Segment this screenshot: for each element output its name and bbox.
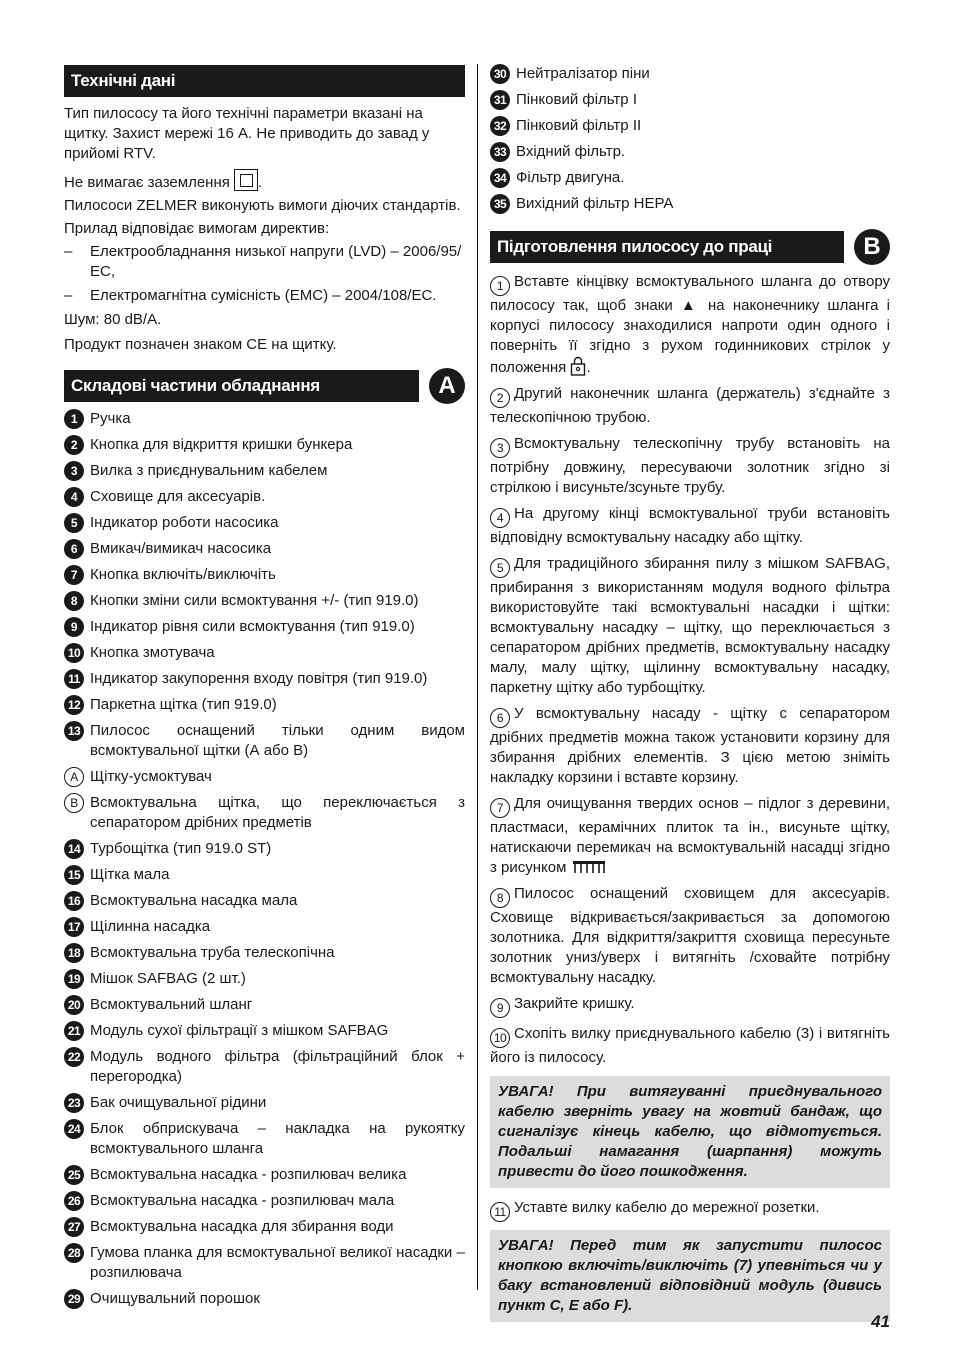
part-label: Щітка мала	[90, 866, 170, 883]
part-number: 18	[64, 943, 84, 963]
left-column	[64, 64, 465, 1315]
prep-step: 1 Вставте кінцівку всмоктувального шланга до отвору пилососу так, щоб знаки ▲ на наконечнику шланга і корпусі пилососу знаходилися напроти один одного і поверніть її згідно з рухом годинникових стрілок у положення .	[490, 273, 890, 376]
part-label: Індикатор рівня сили всмоктування (тип 919.0)	[90, 618, 415, 635]
parts-section-header	[64, 369, 465, 403]
dash-mark: –	[64, 287, 73, 304]
step-text: Пилосос оснащений сховищем для аксесуарів. Сховище відкривається/закривається за допомогою золотника. Для відкриття/закриття сховища пересуньте золотник униз/уверх і витягніть /сховайте потрібну всмоктувальну насадку.	[490, 885, 890, 986]
part-label: Гумова планка для всмоктувальної великої насадки – розпилювача	[90, 1244, 465, 1281]
part-label: Кнопки зміни сили всмоктування +/- (тип 919.0)	[90, 592, 419, 609]
part-number: 13	[64, 721, 84, 741]
part-item	[64, 539, 465, 559]
right-column	[490, 64, 890, 1332]
prep-step	[490, 504, 890, 548]
section-badge-b: B	[854, 229, 890, 265]
part-number: 35	[490, 194, 510, 214]
part-number: 8	[64, 591, 84, 611]
step-number: 11	[490, 1202, 510, 1222]
part-number: 12	[64, 695, 84, 715]
tech-text-1: Тип пилососу та його технічні параметри вказані на щитку. Захист мережі 16 А. Не приводить до завад у прийомі RTV.	[64, 105, 430, 162]
part-number: 5	[64, 513, 84, 533]
tech-section-header	[64, 64, 465, 98]
step-number: 2	[490, 388, 510, 408]
part-item	[64, 891, 465, 911]
part-item	[64, 943, 465, 963]
part-item	[64, 995, 465, 1015]
part-item	[64, 461, 465, 481]
step-text: Схопіть вилку приєднувального кабелю (3) і витягніть його із пилососу.	[490, 1025, 890, 1066]
part-number: 28	[64, 1243, 84, 1263]
tech-title: Технічні дані	[64, 65, 465, 97]
part-item	[490, 116, 890, 136]
prep-step	[490, 434, 890, 498]
part-label: Всмоктувальний шланг	[90, 996, 253, 1013]
part-label: Щітку-усмоктувач	[90, 768, 212, 785]
part-label: Нейтралізатор піни	[516, 65, 650, 82]
part-label: Блок обприскувача – накладка на рукоятку всмоктувального шланга	[90, 1120, 465, 1157]
prep-title: Підготовлення пилососу до праці	[490, 231, 844, 263]
part-label: Пінковий фільтр II	[516, 117, 642, 134]
grounding-line: Не вимагає заземлення .	[64, 169, 465, 193]
part-label: Мішок SAFBAG (2 шт.)	[90, 970, 246, 987]
part-item	[490, 64, 890, 84]
warning-module: УВАГА! Перед тим як запустити пилосос кнопкою включіть/виключіть (7) упевніться чи у баку встановлений відповідний модуль (дивись пункт C, E або F).	[490, 1230, 890, 1322]
part-label: Всмоктувальна насадка - розпилювач мала	[90, 1192, 395, 1209]
part-item	[64, 1289, 465, 1309]
step-text: На другому кінці всмоктувальної труби встановіть відповідну всмоктувальну насадку або щітку.	[490, 505, 890, 546]
part-label: Щілинна насадка	[90, 918, 211, 935]
step-number: 6	[490, 708, 510, 728]
part-label: Всмоктувальна насадка для збирання води	[90, 1218, 394, 1235]
prep-step-11	[490, 1198, 890, 1222]
part-number: 19	[64, 969, 84, 989]
part-number: 33	[490, 142, 510, 162]
part-number: 15	[64, 865, 84, 885]
part-item	[64, 1119, 465, 1159]
part-label: Фільтр двигуна.	[516, 169, 625, 186]
parts-list-continued	[490, 64, 890, 214]
column-divider	[477, 64, 478, 1290]
part-item	[490, 168, 890, 188]
part-number: 34	[490, 168, 510, 188]
part-number: 9	[64, 617, 84, 637]
part-label: Турбощітка (тип 919.0 ST)	[90, 840, 272, 857]
part-number: 17	[64, 917, 84, 937]
part-number: 30	[490, 64, 510, 84]
part-item	[64, 969, 465, 989]
part-item	[64, 1165, 465, 1185]
directive-emc	[64, 286, 465, 306]
part-number: 14	[64, 839, 84, 859]
prep-step	[490, 384, 890, 428]
part-number: A	[64, 767, 84, 787]
part-number: 31	[490, 90, 510, 110]
part-number: 3	[64, 461, 84, 481]
dash-mark: –	[64, 243, 73, 260]
part-item	[64, 1243, 465, 1283]
prep-step	[490, 884, 890, 988]
part-item	[64, 1021, 465, 1041]
part-label: Індикатор закупорення входу повітря (тип 919.0)	[90, 670, 428, 687]
step-number: 5	[490, 558, 510, 578]
part-item	[64, 435, 465, 455]
part-number: 6	[64, 539, 84, 559]
part-number: 20	[64, 995, 84, 1015]
part-item	[490, 90, 890, 110]
part-number: 25	[64, 1165, 84, 1185]
part-label: Ручка	[90, 410, 131, 427]
prep-step	[490, 1024, 890, 1068]
parts-list	[64, 409, 465, 1309]
part-number: 11	[64, 669, 84, 689]
part-label: Пінковий фільтр I	[516, 91, 637, 108]
part-item	[64, 695, 465, 715]
part-number: 22	[64, 1047, 84, 1067]
part-number: 24	[64, 1119, 84, 1139]
lock-icon	[570, 356, 586, 376]
part-item	[64, 1191, 465, 1211]
part-number: 2	[64, 435, 84, 455]
part-item	[64, 565, 465, 585]
parts-title: Складові частини обладнання	[64, 370, 419, 402]
step-number: 1	[490, 276, 510, 296]
section-badge-a: A	[429, 368, 465, 404]
prep-step	[490, 554, 890, 698]
part-label: Індикатор роботи насосика	[90, 514, 279, 531]
step-text: Закрийте кришку.	[514, 995, 635, 1012]
part-item	[64, 839, 465, 859]
prep-steps	[490, 272, 890, 1068]
step-number: 4	[490, 508, 510, 528]
step-number: 9	[490, 998, 510, 1018]
step-text: Уставте вилку кабелю до мережної розетки.	[514, 1199, 820, 1216]
part-item	[64, 1093, 465, 1113]
part-number: B	[64, 793, 84, 813]
part-label: Всмоктувальна насадка мала	[90, 892, 298, 909]
part-label: Вхідний фільтр.	[516, 143, 626, 160]
step-text: Для очищування твердих основ – підлог з деревини, пластмаси, керамічних плиток та ін., висуньте щітку, натискаючи перемикач на всмоктувальній насадці згідно з рисунком	[490, 795, 890, 876]
prep-step	[490, 704, 890, 788]
part-item	[64, 917, 465, 937]
grounding-text: Не вимагає заземлення	[64, 174, 230, 191]
part-item	[64, 865, 465, 885]
prep-step	[490, 994, 890, 1018]
part-item	[64, 669, 465, 689]
part-label: Вихідний фільтр HEPA	[516, 195, 674, 212]
part-label: Очищувальний порошок	[90, 1290, 260, 1307]
part-item	[490, 194, 890, 214]
part-label: Паркетна щітка (тип 919.0)	[90, 696, 277, 713]
step-number: 3	[490, 438, 510, 458]
part-number: 7	[64, 565, 84, 585]
directive-lvd-text: Електрообладнання низької напруги (LVD) – 2006/95/ЕС,	[90, 243, 462, 280]
hard-floor-brush-icon	[571, 859, 607, 875]
directive-lvd	[64, 242, 465, 282]
part-label: Всмоктувальна труба телескопічна	[90, 944, 335, 961]
part-label: Вмикач/вимикач насосика	[90, 540, 272, 557]
step-text: Для традиційного збирання пилу з мішком SAFBAG, прибирання з використанням модуля водного фільтра використовуйте такі всмоктувальні насадки і щітки: всмоктувальну насадку – щітку, що переключається з сепаратором дрібних предметів, всмоктувальну насадку малу, малу щітку, щілинну всмоктувальну насадку, паркетну щітку або турбощітку.	[490, 555, 890, 696]
step-number: 7	[490, 798, 510, 818]
step-text: Всмоктувальну телескопічну трубу встановіть на потрібну довжину, пересуваючи золотник згідно зі стрілкою і висуньте/зсуньте трубу.	[490, 435, 890, 496]
step-text: Другий наконечник шланга (держатель) з'єднайте з телескопічною трубою.	[490, 385, 890, 426]
part-number: 16	[64, 891, 84, 911]
part-item	[64, 1217, 465, 1237]
prep-step	[490, 794, 890, 878]
part-label: Кнопка для відкриття кришки бункера	[90, 436, 353, 453]
page-number: 41	[871, 1312, 890, 1331]
part-item	[64, 591, 465, 611]
part-number: 29	[64, 1289, 84, 1309]
step-text: У всмоктувальну насаду - щітку с сепаратором дрібних предметів можна також установити корзину для збирання дрібних елементів. З цією метою зніміть накладку корзини і вставте корзину.	[490, 705, 890, 786]
step-number: 10	[490, 1028, 510, 1048]
prep-section-header	[490, 230, 890, 264]
part-item	[64, 409, 465, 429]
part-label: Кнопка включіть/виключіть	[90, 566, 276, 583]
part-label: Пилосос оснащений тільки одним видом всмоктувальної щітки (А або В)	[90, 722, 465, 759]
class-ii-insulation-icon	[234, 169, 258, 191]
part-item	[64, 513, 465, 533]
part-label: Кнопка змотувача	[90, 644, 215, 661]
part-number: 27	[64, 1217, 84, 1237]
part-number: 1	[64, 409, 84, 429]
tech-text-3: Пилососи ZELMER виконують вимоги діючих стандартів.	[64, 197, 461, 214]
part-label: Модуль сухої фільтрації з мішком SAFBAG	[90, 1022, 389, 1039]
part-number: 23	[64, 1093, 84, 1113]
part-item	[64, 1047, 465, 1087]
part-label: Модуль водного фільтра (фільтраційний блок + перегородка)	[90, 1048, 465, 1085]
directive-emc-text: Електромагнітна сумісність (EMC) – 2004/108/ЕС.	[90, 287, 437, 304]
part-number: 26	[64, 1191, 84, 1211]
part-label: Вилка з приєднувальним кабелем	[90, 462, 328, 479]
ce-mark-text: Продукт позначен знаком СЕ на щитку.	[64, 336, 337, 353]
part-label: Всмоктувальна насадка - розпилювач велика	[90, 1166, 407, 1183]
part-number: 21	[64, 1021, 84, 1041]
part-number: 32	[490, 116, 510, 136]
part-label: Бак очищувальної рідини	[90, 1094, 267, 1111]
step-text: Вставте кінцівку всмоктувального шланга до отвору пилососу так, щоб знаки ▲ на наконечнику шланга і корпусі пилососу знаходилися напроти один одного і поверніть її згідно з рухом годинникових стрілок у положення	[490, 273, 890, 376]
part-label: Всмоктувальна щітка, що переключається з сепаратором дрібних предметів	[90, 794, 465, 831]
part-number: 10	[64, 643, 84, 663]
part-item	[64, 721, 465, 761]
part-item	[490, 142, 890, 162]
part-label: Сховище для аксесуарів.	[90, 488, 266, 505]
part-number: 4	[64, 487, 84, 507]
part-item	[64, 767, 465, 787]
part-item	[64, 793, 465, 833]
part-item	[64, 617, 465, 637]
tech-text-4: Прилад відповідає вимогам директив:	[64, 220, 330, 237]
warning-cable: УВАГА! При витягуванні приєднувального кабелю зверніть увагу на жовтий бандаж, що сигналізує кінець кабелю, що відмотується. Подальші намагання (шарпання) можуть привести до його пошкодження.	[490, 1076, 890, 1188]
noise-text: Шум: 80 dB/A.	[64, 311, 162, 328]
part-item	[64, 487, 465, 507]
part-item	[64, 643, 465, 663]
step-number: 8	[490, 888, 510, 908]
